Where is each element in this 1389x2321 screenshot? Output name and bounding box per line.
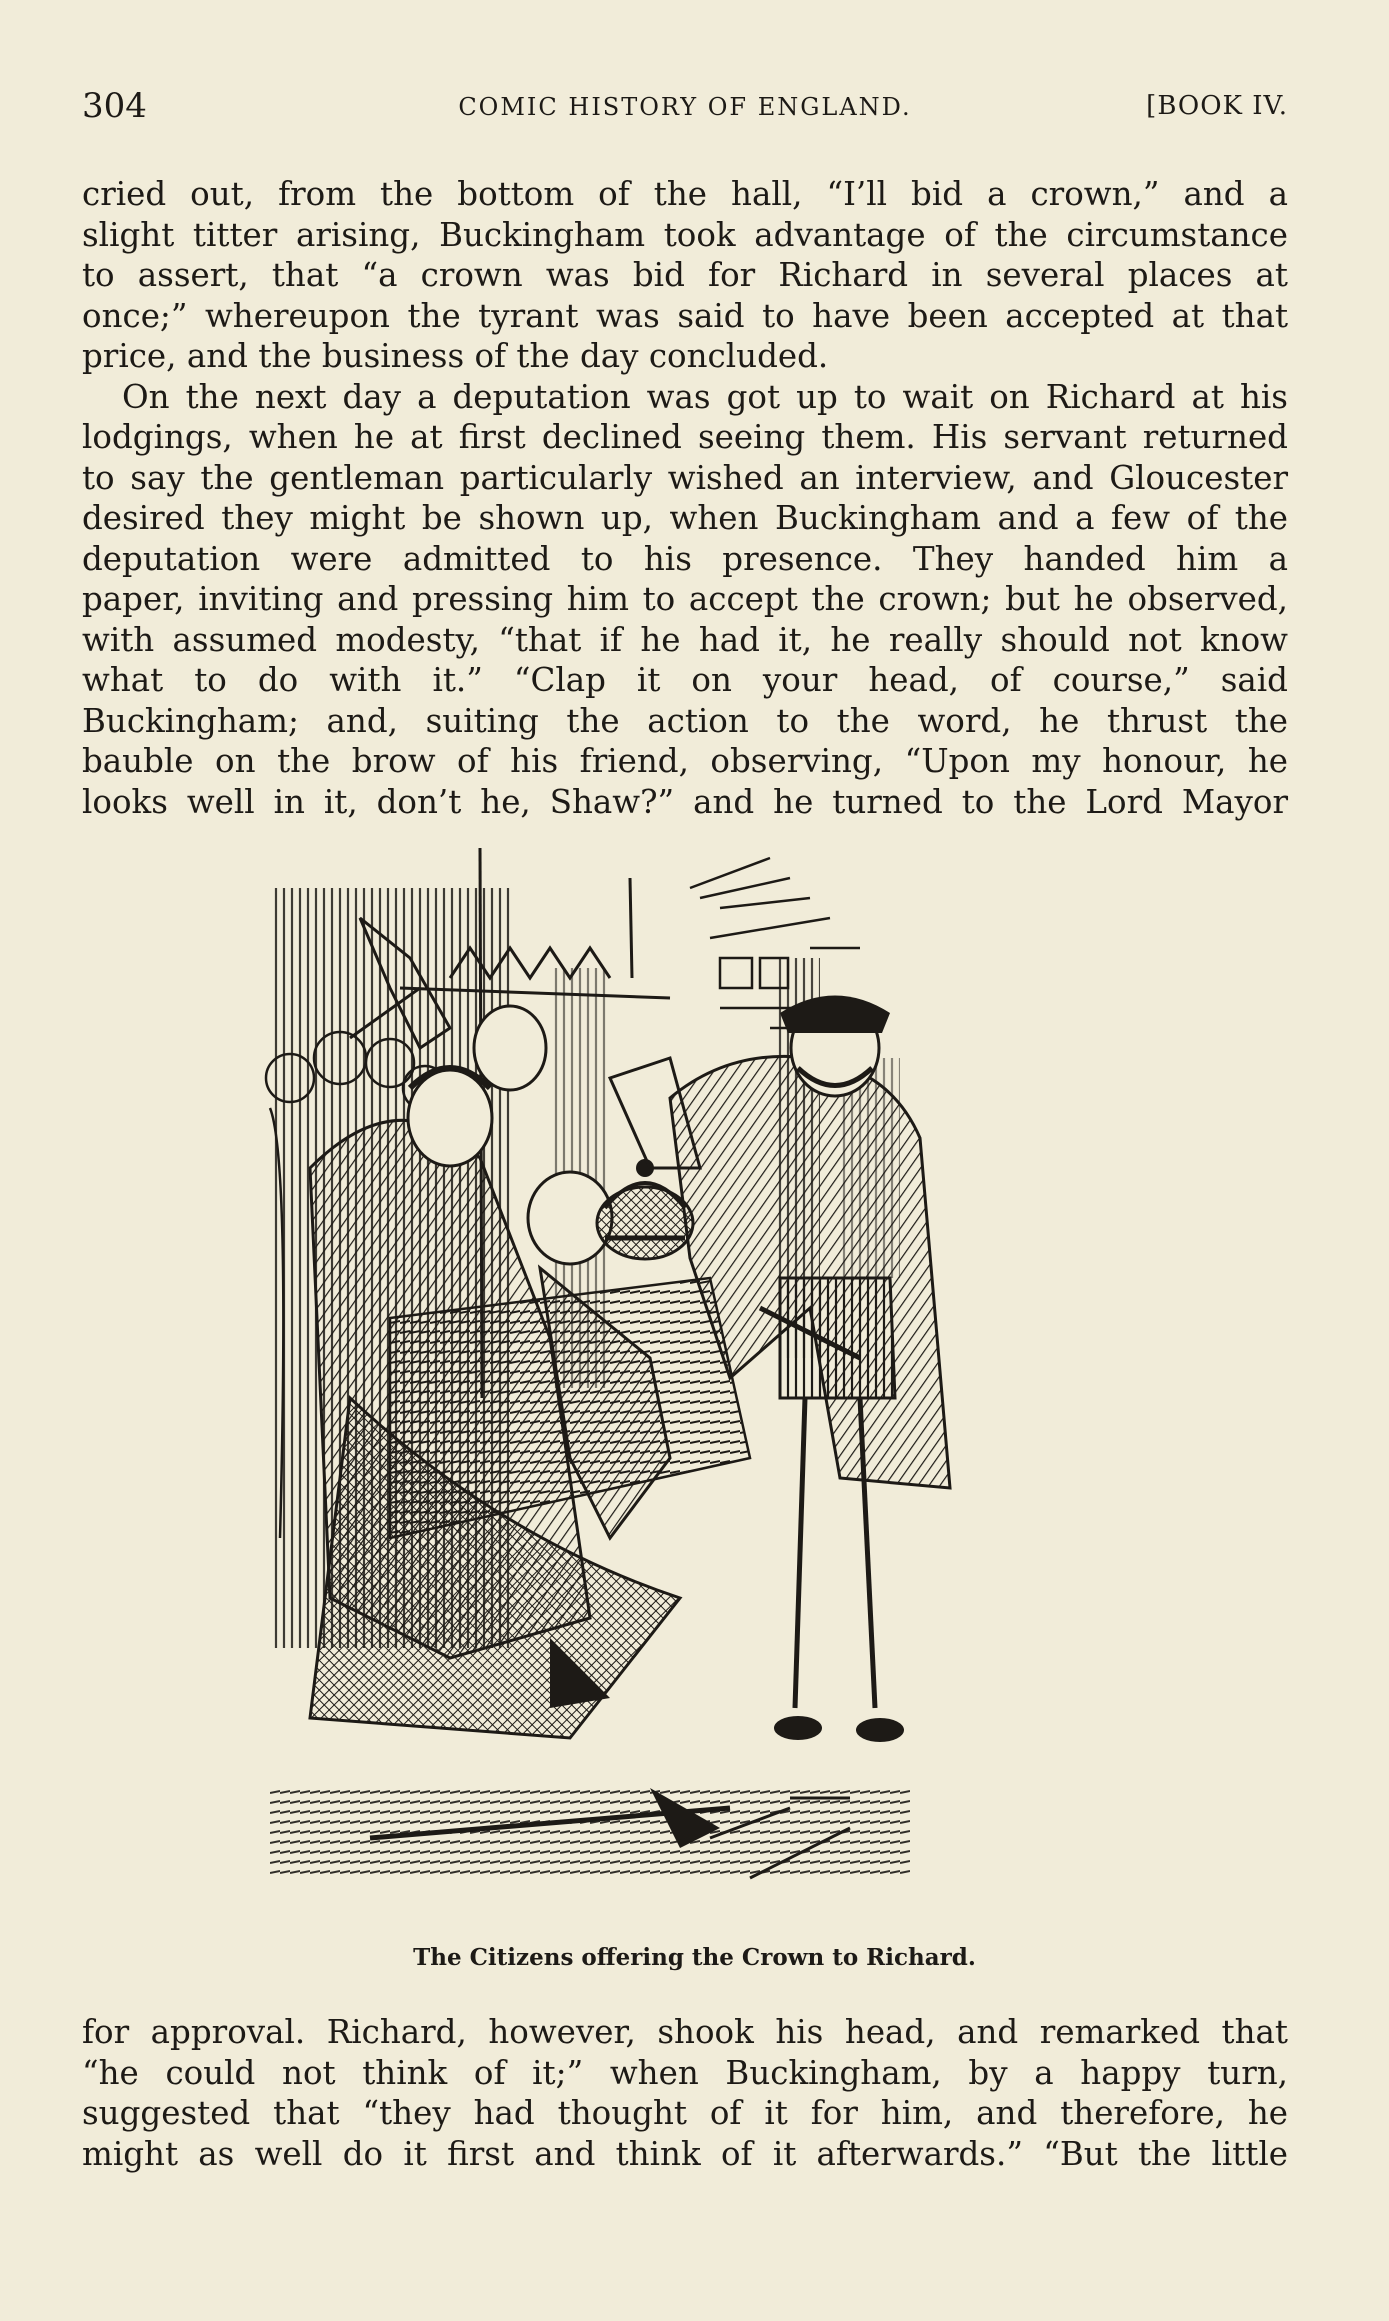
text-line: On the next day a deputation was got up to wait on Richard at his [122, 377, 1288, 416]
text-line: with assumed modesty, “that if he had it, he really should not know [82, 620, 1288, 659]
page-number: 304 [82, 86, 147, 126]
text-line: to assert, that “a crown was bid for Richard in several places at [82, 256, 1288, 294]
text-line: for approval. Richard, however, shook his head, and remarked that [82, 2013, 1288, 2051]
text-line: deputation were admitted to his presence. They handed him a [82, 539, 1288, 578]
text-line: slight titter arising, Buckingham took advantage of the circumstance [82, 215, 1288, 254]
text-line: paper, inviting and pressing him to accept the crown; but he observed, [82, 580, 1288, 618]
book-label: [BOOK IV. [1146, 91, 1288, 121]
body-text-bottom [82, 2012, 1288, 2174]
text-line: what to do with it.” “Clap it on your head, of course,” said [82, 661, 1288, 699]
text-line: desired they might be shown up, when Buckingham and a few of the [82, 499, 1288, 537]
text-line: once;” whereupon the tyrant was said to have been accepted at that [82, 296, 1288, 335]
text-line: lodgings, when he at first declined seeing them. His servant returned [82, 418, 1288, 456]
text-line: might as well do it first and think of it afterwards.” “But the little [82, 2134, 1288, 2173]
illustration-caption: The Citizens offering the Crown to Richard. [413, 1944, 976, 1971]
running-title: COMIC HISTORY OF ENGLAND. [458, 93, 912, 121]
text-line: Buckingham; and, suiting the action to the word, he thrust the [82, 701, 1288, 740]
text-line: bauble on the brow of his friend, observing, “Upon my honour, he [82, 742, 1288, 780]
text-line: price, and the business of the day concluded. [82, 337, 829, 375]
text-line: looks well in it, don’t he, Shaw?” and he turned to the Lord Mayor [82, 782, 1288, 821]
running-head [82, 86, 1288, 136]
engraving-illustration [250, 838, 1140, 1928]
body-text-top [82, 174, 1288, 822]
text-line: suggested that “they had thought of it for him, and therefore, he [82, 2094, 1288, 2132]
text-line: cried out, from the bottom of the hall, “I’ll bid a crown,” and a [82, 175, 1288, 213]
floor-shadow-icon [270, 1788, 910, 1878]
text-line: to say the gentleman particularly wished an interview, and Gloucester [82, 458, 1288, 497]
text-line: “he could not think of it;” when Buckingham, by a happy turn, [82, 2053, 1288, 2092]
